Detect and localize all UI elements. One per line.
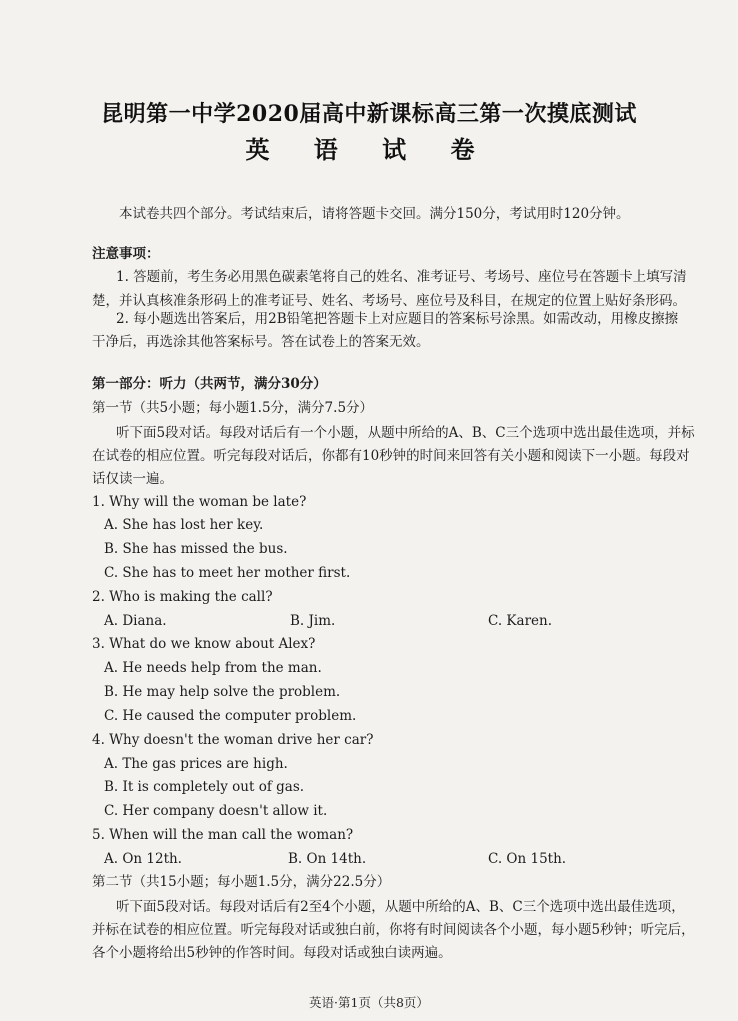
question-5-option-b: B. On 14th.	[288, 851, 367, 867]
question-1-option-b: B. She has missed the bus.	[104, 541, 288, 557]
question-2-option-b: B. Jim.	[290, 613, 336, 629]
section1-instructions-line-3: 话仅读一遍。	[92, 471, 173, 487]
page-footer: 英语·第1页（共8页）	[309, 995, 429, 1010]
question-1-text: 1. Why will the woman be late?	[92, 494, 307, 510]
notice-item-2-line-1: 2. 每小题选出答案后，用2B铅笔把答题卡上对应题目的答案标号涂黑。如需改动，用橡皮擦擦	[116, 311, 679, 327]
section1-heading: 第一节（共5小题；每小题1.5分，满分7.5分）	[92, 400, 374, 416]
question-4-option-b: B. It is completely out of gas.	[104, 779, 305, 795]
question-2-option-a: A. Diana.	[104, 613, 167, 629]
question-1-option-a: A. She has lost her key.	[104, 517, 264, 533]
question-1-option-c: C. She has to meet her mother first.	[104, 565, 351, 581]
question-3-option-a: A. He needs help from the man.	[104, 660, 322, 676]
exam-title: 昆明第一中学2020届高中新课标高三第一次摸底测试	[101, 101, 637, 127]
question-2-text: 2. Who is making the call?	[92, 589, 273, 605]
notice-item-2-line-2: 干净后，再选涂其他答案标号。答在试卷上的答案无效。	[92, 334, 430, 350]
question-3-text: 3. What do we know about Alex?	[92, 636, 316, 652]
question-5-text: 5. When will the man call the woman?	[92, 827, 354, 843]
question-3-option-b: B. He may help solve the problem.	[104, 684, 341, 700]
question-4-text: 4. Why doesn't the woman drive her car?	[92, 732, 374, 748]
question-5-option-a: A. On 12th.	[104, 851, 182, 867]
section2-instructions-line-1: 听下面5段对话。每段对话后有2至4个小题，从题中所给的A、B、C三个选项中选出最佳选项，	[116, 899, 685, 915]
exam-subtitle: 英 语 试 卷	[245, 135, 493, 164]
notice-item-1-line-1: 1. 答题前，考生务必用黑色碳素笔将自己的姓名、准考证号、考场号、座位号在答题卡上填写清	[116, 269, 687, 285]
section1-instructions-line-2: 在试卷的相应位置。听完每段对话后，你都有10秒钟的时间来回答有关小题和阅读下一小题。每段对	[92, 448, 690, 464]
section2-instructions-line-2: 并标在试卷的相应位置。听完每段对话或独白前，你将有时间阅读各个小题，每小题5秒钟；听完后，	[92, 922, 695, 938]
part1-heading: 第一部分：听力（共两节，满分30分）	[92, 376, 327, 392]
section1-instructions-line-1: 听下面5段对话。每段对话后有一个小题，从题中所给的A、B、C三个选项中选出最佳选项，并标	[116, 425, 695, 441]
question-5-option-c: C. On 15th.	[488, 851, 567, 867]
question-2-option-c: C. Karen.	[488, 613, 552, 629]
question-3-option-c: C. He caused the computer problem.	[104, 708, 357, 724]
section2-instructions-line-3: 各个小题将给出5秒钟的作答时间。每段对话或独白读两遍。	[92, 945, 452, 961]
notice-heading: 注意事项：	[92, 246, 160, 262]
question-4-option-a: A. The gas prices are high.	[104, 756, 288, 772]
notice-item-1-line-2: 楚，并认真核准条形码上的准考证号、姓名、考场号、座位号及科目，在规定的位置上贴好条形码。	[92, 293, 686, 309]
exam-intro: 本试卷共四个部分。考试结束后，请将答题卡交回。满分150分，考试用时120分钟。	[119, 206, 630, 222]
section2-heading: 第二节（共15小题；每小题1.5分，满分22.5分）	[92, 874, 391, 890]
question-4-option-c: C. Her company doesn't allow it.	[104, 803, 328, 819]
